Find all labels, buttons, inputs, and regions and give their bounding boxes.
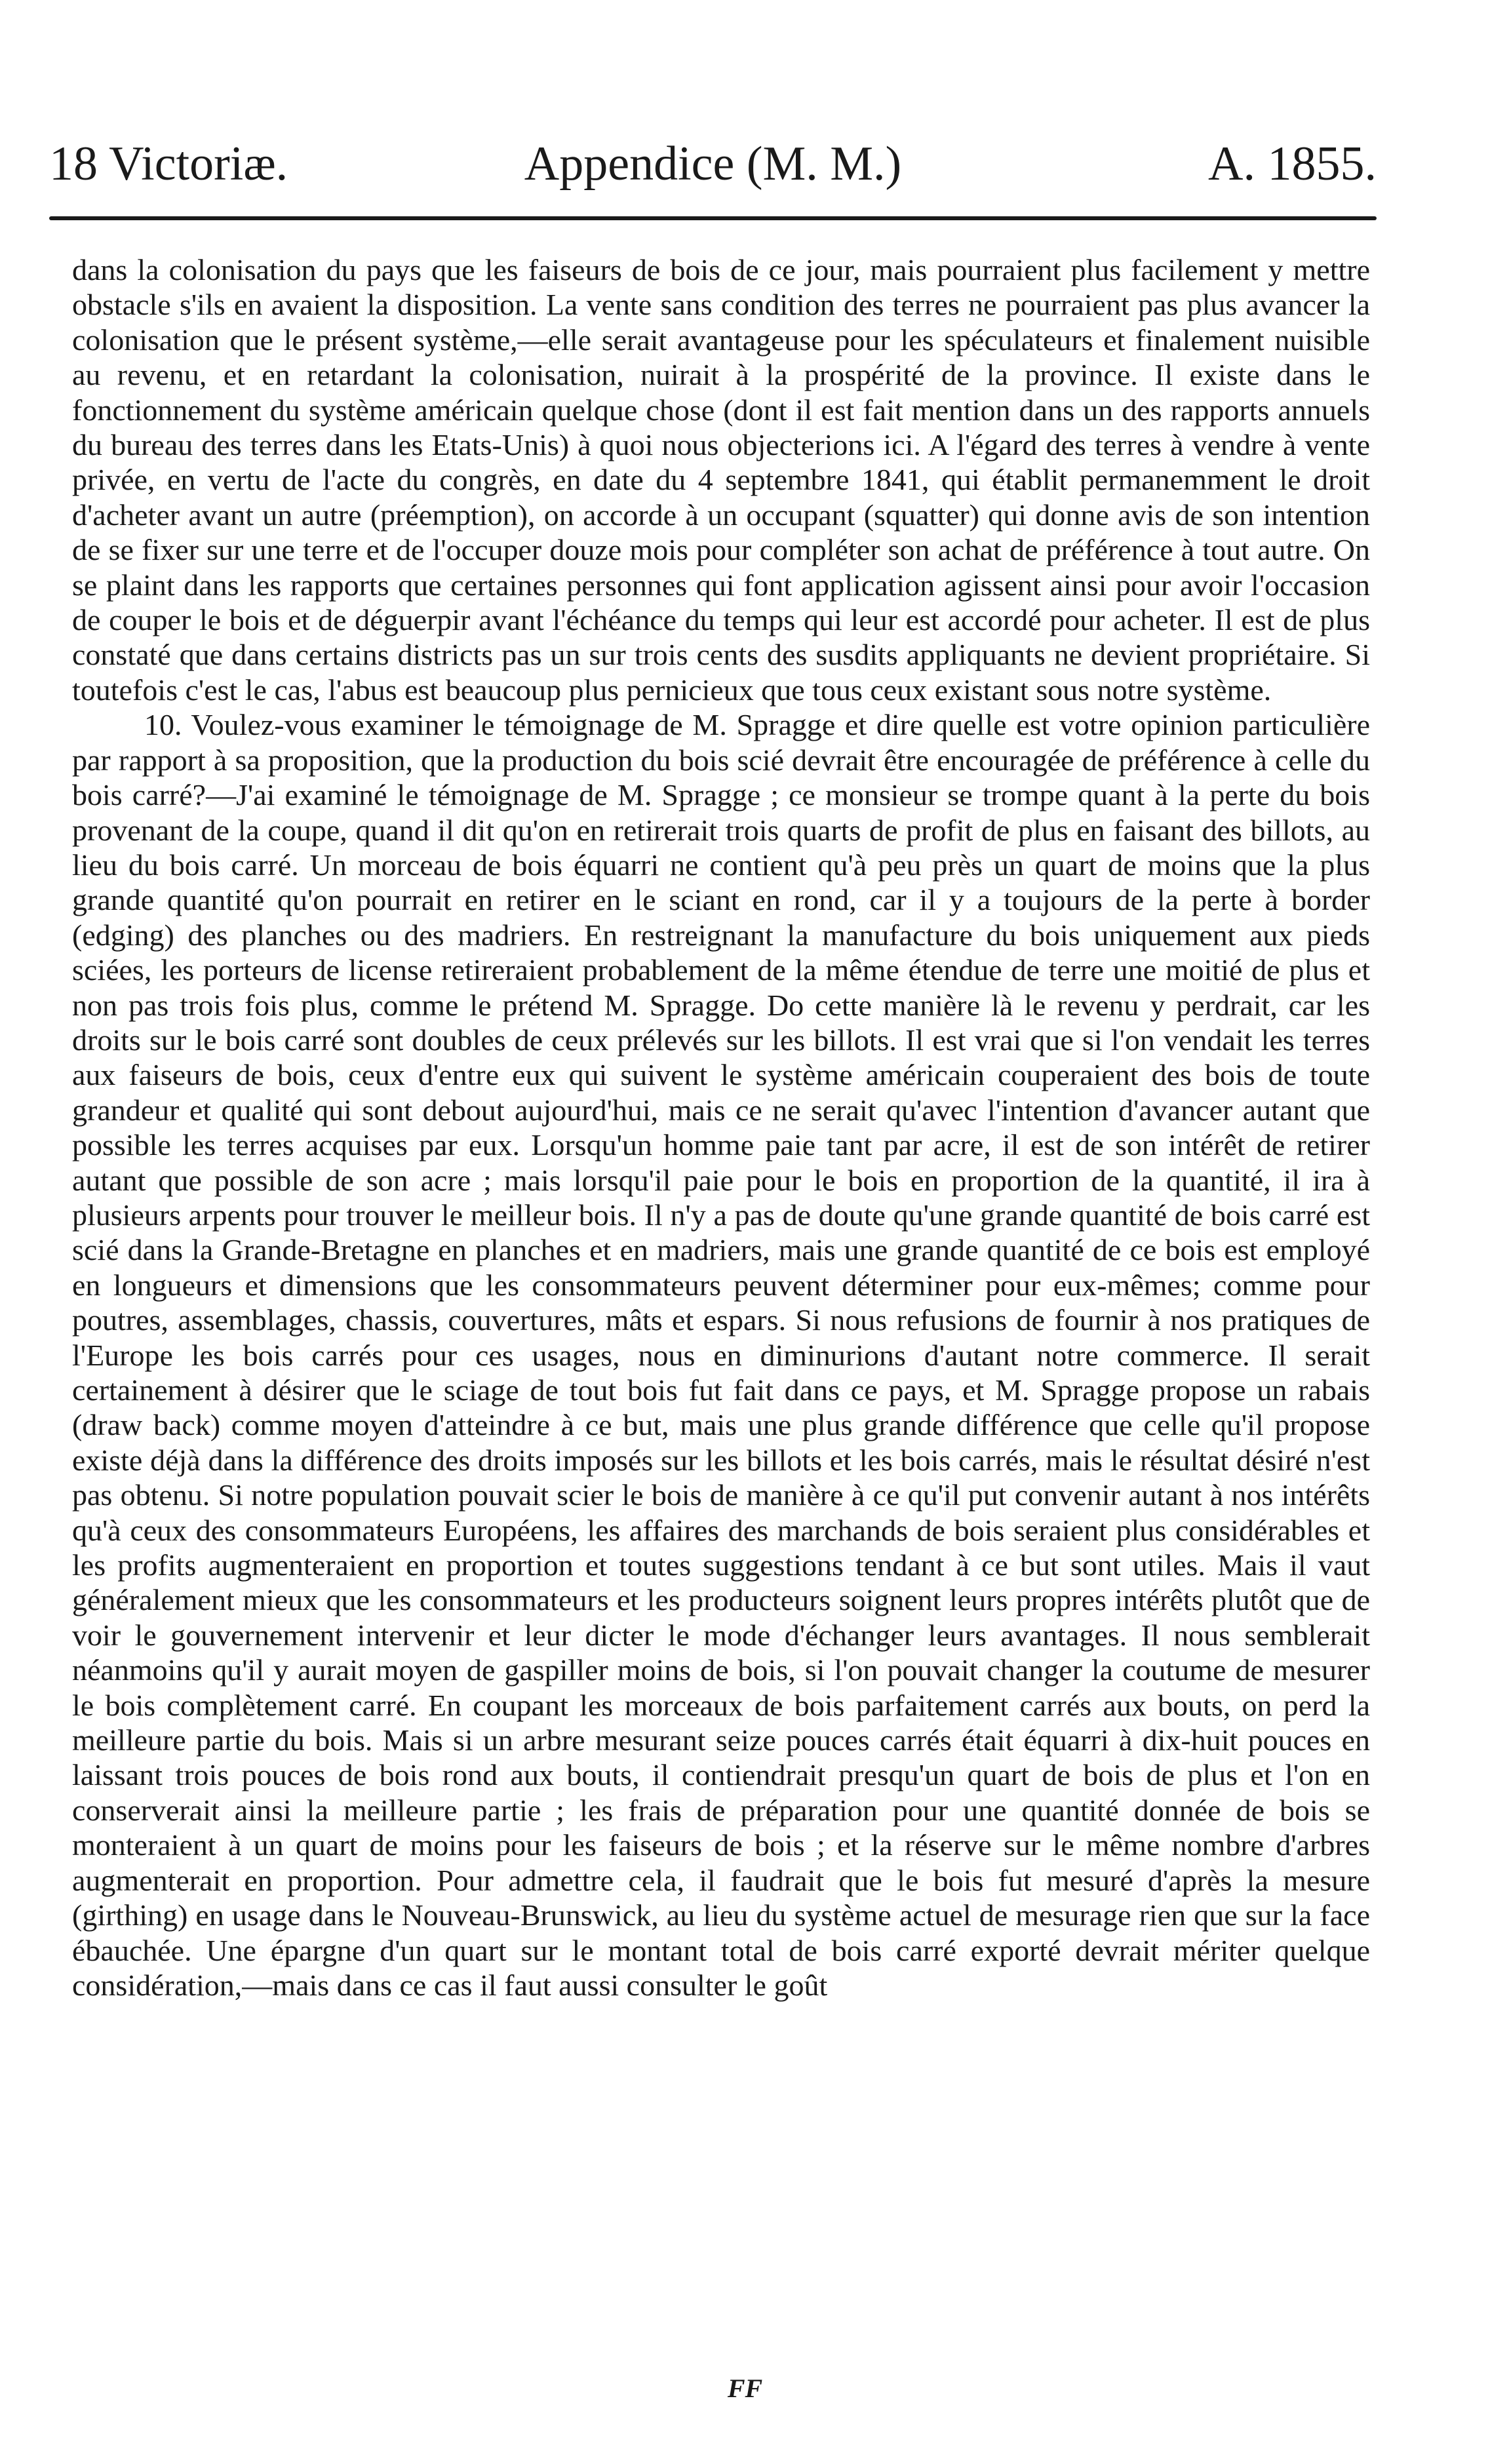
printer-signature-mark: FF (727, 2374, 763, 2403)
header-rule (49, 216, 1377, 220)
header-year: A. 1855. (1208, 137, 1377, 191)
body-text (72, 252, 1370, 2003)
paragraph-continued: dans la colonisation du pays que les faiseurs de bois de ce jour, mais pourraient plus facilement y mettre obstacle s'ils en avaient la disposition. La vente sans condition des terres ne pourraient pas plus avancer la colonisation que le présent système,—elle serait avantageuse pour les spéculateurs et finalement nuisible au revenu, et en retardant la colonisation, nuirait à la prospérité de la province. Il existe dans le fonctionnement du système américain quelque chose (dont il est fait mention dans un des rapports annuels du bureau des terres dans les Etats-Unis) à quoi nous objecterions ici. A l'égard des terres à vendre à vente privée, en vertu de l'acte du congrès, en date du 4 septembre 1841, qui établit permanemment le droit d'acheter avant un autre (préemption), on accorde à un occupant (squatter) qui donne avis de son intention de se fixer sur une terre et de l'occuper douze mois pour compléter son achat de préférence à tout autre. On se plaint dans les rapports que certaines personnes qui font application agissent ainsi pour avoir l'occasion de couper le bois et de déguerpir avant l'échéance du temps qui leur est accordé pour acheter. Il est de plus constaté que dans certains districts pas un sur trois cents des susdits appliquants ne devient propriétaire. Si toutefois c'est le cas, l'abus est beaucoup plus pernicieux que tous ceux existant sous notre système. (72, 253, 1370, 707)
header-title: Appendice (M. M.) (524, 137, 902, 191)
paragraph-question-10: 10. Voulez-vous examiner le témoignage de M. Spragge et dire quelle est votre opinion particulière par rapport à sa proposition, que la production du bois scié devrait être encouragée de préférence à celle du bois carré?—J'ai examiné le témoignage de M. Spragge ; ce monsieur se trompe quant à la perte du bois provenant de la coupe, quand il dit qu'on en retirerait trois quarts de profit de plus en faisant des billots, au lieu du bois carré. Un morceau de bois équarri ne contient qu'à peu près un quart de moins que la plus grande quantité qu'on pourrait en retirer en le sciant en rond, car il y a toujours de la perte à border (edging) des planches ou des madriers. En restreignant la manufacture du bois uniquement aux pieds sciées, les porteurs de license retireraient probablement de la même étendue de terre une moitié de plus et non pas trois fois plus, comme le prétend M. Spragge. Do cette manière là le revenu y perdrait, car les droits sur le bois carré sont doubles de ceux prélevés sur les billots. Il est vrai que si l'on vendait les terres aux faiseurs de bois, ceux d'entre eux qui suivent le système américain couperaient des bois de toute grandeur et qualité qui sont debout aujourd'hui, mais ce ne serait qu'avec l'intention d'avancer autant que possible les terres acquises par eux. Lorsqu'un homme paie tant par acre, il est de son intérêt de retirer autant que possible de son acre ; mais lorsqu'il paie pour le bois en proportion de la quantité, il ira à plusieurs arpents pour trouver le meilleur bois. Il n'y a pas de doute qu'une grande quantité de bois carré est scié dans la Grande-Bretagne en planches et en madriers, mais une grande quantité de ce bois est employé en longueurs et dimensions que les consommateurs peuvent déterminer pour eux-mêmes; comme pour poutres, assemblages, chassis, couvertures, mâts et espars. Si nous refusions de fournir à nos pratiques de l'Europe les bois carrés pour ces usages, nous en diminurions d'autant notre commerce. Il serait certainement à désirer que le sciage de tout bois fut fait dans ce pays, et M. Spragge propose un rabais (draw back) comme moyen d'atteindre à ce but, mais une plus grande différence que celle qu'il propose existe déjà dans la différence des droits imposés sur les billots et les bois carrés, mais le résultat désiré n'est pas obtenu. Si notre population pouvait scier le bois de manière à ce qu'il put convenir autant à nos intérêts qu'à ceux des consommateurs Européens, les affaires des marchands de bois seraient plus considérables et les profits augmenteraient en proportion et toutes suggestions tendant à ce but sont utiles. Mais il vaut généralement mieux que les consommateurs et les producteurs soignent leurs propres intérêts plutôt que de voir le gouvernement intervenir et leur dicter le mode d'échanger leurs avantages. Il nous semblerait néanmoins qu'il y aurait moyen de gaspiller moins de bois, si l'on pouvait changer la coutume de mesurer le bois complètement carré. En coupant les morceaux de bois parfaitement carrés aux bouts, on perd la meilleure partie du bois. Mais si un arbre mesurant seize pouces carrés était équarri à dix-huit pouces en laissant trois pouces de bois rond aux bouts, il contiendrait presqu'un quart de bois de plus et l'on en conserverait ainsi la meilleure partie ; les frais de préparation pour une quantité donnée de bois se monteraient à un quart de moins pour les faiseurs de bois ; et la réserve sur le même nombre d'arbres augmenterait en proportion. Pour admettre cela, il faudrait que le bois fut mesuré d'après la mesure (girthing) en usage dans le Nouveau-Brunswick, au lieu du système actuel de mesurage rien que sur la face ébauchée. Une épargne d'un quart sur le montant total de bois carré exporté devrait mériter quelque considération,—mais dans ce cas il faut aussi consulter le goût (72, 708, 1370, 2002)
header-regnal-year: 18 Victoriæ. (49, 137, 288, 191)
page-header (49, 134, 1377, 193)
